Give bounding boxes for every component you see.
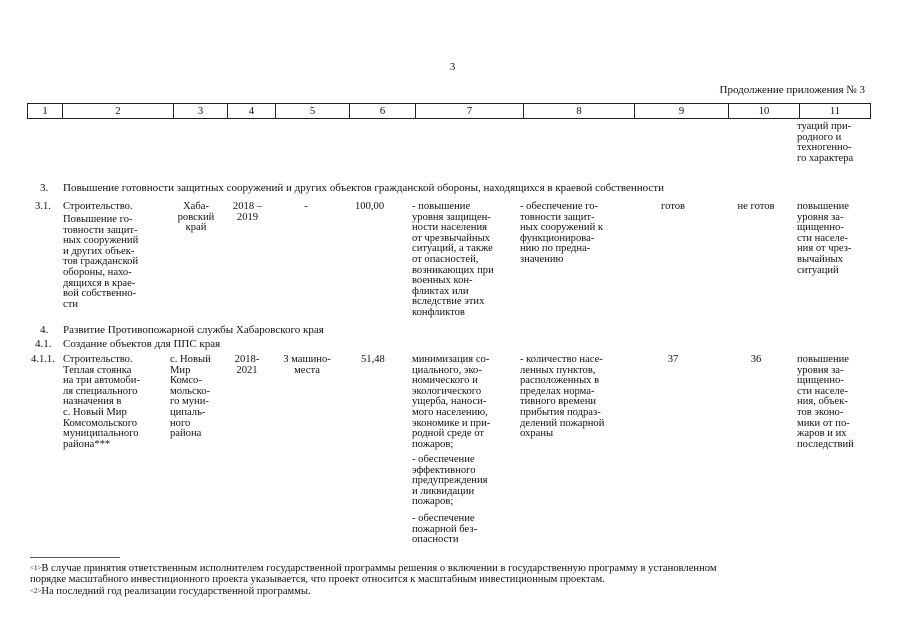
col-3: 3: [174, 104, 228, 119]
row-3-1-indicator: - обеспечение го- товности защит- ных сооружений к функционирова- нию по предна- значению: [520, 201, 604, 265]
col-10: 10: [729, 104, 800, 119]
row-3-1-goal: - повышение уровня защищен- ности населения от чрезвычайных ситуаций, а также от опасностей, возникающих при военных кон- фликтах или вследствие этих конфликтов: [412, 201, 494, 318]
carried-over-text: туаций при- родного и техногенно- го характера: [797, 121, 854, 164]
row-3-1-name: Повышение го- товности защит- ных сооружений и других объек- тов гражданской обороны, нахо- дящихся в крае- вой собственно- сти: [63, 214, 139, 310]
col-9: 9: [635, 104, 729, 119]
row-4-1-1-goal-2: - обеспечение эффективного предупреждения и ликвидации пожаров;: [412, 454, 488, 508]
row-4-1-1-indicator: - количество насе- ленных пунктов, расположенных в пределах норма- тивного времени прибытия подраз- делений пожарной охраны: [520, 354, 605, 440]
row-3-1-number: 3.1.: [35, 201, 51, 212]
col-11: 11: [800, 104, 871, 119]
row-4-1-1-value-9: 37: [667, 354, 679, 365]
section-3-title: Повышение готовности защитных сооружений и других объектов гражданской обороны, находящихся в краевой собственности: [63, 182, 664, 194]
row-3-1-years: 2018 – 2019: [232, 201, 263, 223]
col-5: 5: [276, 104, 350, 119]
section-3-number: 3.: [40, 182, 49, 194]
row-3-1-capacity: -: [304, 201, 308, 212]
footnote-divider: [30, 557, 120, 558]
section-4-1-number: 4.1.: [35, 338, 52, 350]
row-3-1-value-9: готов: [660, 201, 686, 212]
col-4: 4: [228, 104, 276, 119]
footnote-2-text: На последний год реализации государственной программы.: [41, 586, 311, 597]
column-number-header: [27, 103, 871, 119]
footnote-1-text: В случае принятия ответственным исполнителем государственной программы решения о включении в государственную программу в установленном порядке масштабного инвестиционного проекта указывается, что проект относится к масштабным инвестиционным проектам.: [30, 563, 717, 585]
row-4-1-1-goal-3: - обеспечение пожарной без- опасности: [412, 513, 478, 546]
footnote-2: [30, 586, 311, 597]
col-7: 7: [416, 104, 524, 119]
row-4-1-1-name: Строительство. Теплая стоянка на три автомоби- ля специального назначения в с. Новый Мир Комсомольского муниципального района***: [63, 354, 141, 450]
footnote-2-mark: <2>: [30, 587, 42, 595]
col-6: 6: [350, 104, 416, 119]
footnote-1: [30, 563, 717, 585]
row-4-1-1-capacity: 3 машино- места: [283, 354, 331, 376]
section-4-1-title: Создание объектов для ППС края: [63, 338, 221, 350]
row-4-1-1-value-10: 36: [750, 354, 762, 365]
section-4-title: Развитие Противопожарной службы Хабаровского края: [63, 324, 324, 336]
row-3-1-cost: 100,00: [355, 201, 385, 212]
row-4-1-1-cost: 51,48: [361, 354, 385, 365]
row-4-1-1-effect: повышение уровня за- щищенно- сти населе- ния, объек- тов эконо- мики от по- жаров и их последствий: [797, 354, 854, 450]
continuation-caption: Продолжение приложения № 3: [719, 84, 865, 96]
col-1: 1: [28, 104, 63, 119]
footnote-1-mark: <1>: [30, 564, 42, 572]
row-4-1-1-number: 4.1.1.: [31, 354, 55, 365]
section-4-number: 4.: [40, 324, 49, 336]
row-4-1-1-goal-1: минимизация со- циального, эко- номического и экологического ущерба, наноси- мого населению, экономике и при- родной среде от пожаров;: [412, 354, 491, 450]
col-2: 2: [63, 104, 174, 119]
row-3-1-value-10: не готов: [737, 201, 775, 212]
row-3-1-name-heading: Строительство.: [63, 201, 133, 212]
row-4-1-1-years: 2018- 2021: [234, 354, 260, 376]
col-8: 8: [524, 104, 635, 119]
row-4-1-1-location: с. Новый Мир Комсо- мольско- го муни- ципаль- ного района: [170, 354, 211, 440]
row-3-1-location: Хаба- ровский край: [177, 201, 215, 234]
page-number: 3: [449, 61, 456, 73]
row-3-1-effect: повышение уровня за- щищенно- сти населе- ния от чрез- вычайных ситуаций: [797, 201, 852, 276]
